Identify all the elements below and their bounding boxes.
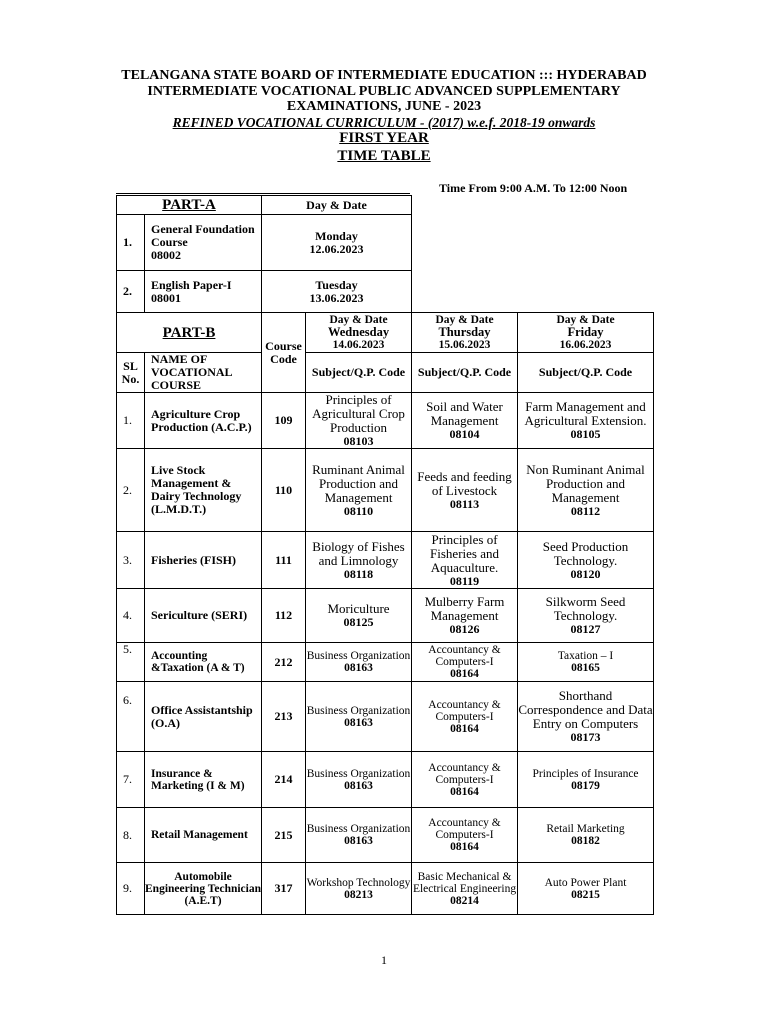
part-b-table xyxy=(116,312,654,915)
table-row xyxy=(117,808,654,863)
course-name: Sericulture (SERI) xyxy=(145,589,262,643)
subject-code-header: Subject/Q.P. Code xyxy=(306,353,412,393)
course-name: Office Assistantship (O.A) xyxy=(145,682,262,752)
sl-number: 8. xyxy=(117,808,145,863)
course-name: Fisheries (FISH) xyxy=(145,532,262,589)
course-code: 110 xyxy=(262,449,306,532)
sl-number: 9. xyxy=(117,863,145,915)
friday-subject: Farm Management and Agricultural Extension. 08105 xyxy=(518,393,654,449)
day-header-wednesday: Day & Date Wednesday 14.06.2023 xyxy=(306,313,412,353)
board-title: TELANGANA STATE BOARD OF INTERMEDIATE EDUCATION ::: HYDERABAD xyxy=(121,68,647,83)
course-code: 317 xyxy=(262,863,306,915)
table-row xyxy=(117,215,412,271)
course-code-header: Course Code xyxy=(262,313,306,393)
subject-code-header: Subject/Q.P. Code xyxy=(412,353,518,393)
course-code: 212 xyxy=(262,643,306,682)
table-row xyxy=(117,589,654,643)
sl-number: 5. xyxy=(117,643,145,682)
row-number: 1. xyxy=(117,215,145,271)
exam-title: INTERMEDIATE VOCATIONAL PUBLIC ADVANCED SUPPLEMENTARY xyxy=(147,84,621,99)
wednesday-subject: Biology of Fishes and Limnology 08118 xyxy=(306,532,412,589)
thursday-subject: Accountancy & Computers-I 08164 xyxy=(412,682,518,752)
table-row xyxy=(117,682,654,752)
wednesday-subject: Business Organization 08163 xyxy=(306,752,412,808)
table-row xyxy=(117,449,654,532)
table-row xyxy=(117,532,654,589)
friday-subject: Silkworm Seed Technology. 08127 xyxy=(518,589,654,643)
part-a-table xyxy=(116,195,412,313)
friday-subject: Retail Marketing 08182 xyxy=(518,808,654,863)
exam-session: EXAMINATIONS, JUNE - 2023 xyxy=(286,99,482,114)
thursday-subject: Accountancy & Computers-I 08164 xyxy=(412,808,518,863)
subject-cell xyxy=(145,271,262,313)
exam-day: Tuesday xyxy=(315,277,358,292)
course-name: Insurance & Marketing (I & M) xyxy=(145,752,262,808)
course-name: Retail Management xyxy=(145,808,262,863)
course-code: 214 xyxy=(262,752,306,808)
table-row xyxy=(117,393,654,449)
sl-no-header: SL No. xyxy=(117,353,145,393)
wednesday-subject: Workshop Technology 08213 xyxy=(306,863,412,915)
subject-name: General Foundation Course xyxy=(151,222,255,249)
wednesday-subject: Business Organization 08163 xyxy=(306,808,412,863)
sl-number: 3. xyxy=(117,532,145,589)
friday-subject: Auto Power Plant 08215 xyxy=(518,863,654,915)
course-code: 109 xyxy=(262,393,306,449)
day-header-thursday: Day & Date Thursday 15.06.2023 xyxy=(412,313,518,353)
time-table-heading: TIME TABLE xyxy=(337,148,431,164)
thursday-subject: Principles of Fisheries and Aquaculture. 08119 xyxy=(412,532,518,589)
curriculum-line: REFINED VOCATIONAL CURRICULUM - (2017) w.e.f. 2018-19 onwards xyxy=(172,115,596,130)
exam-date: 12.06.2023 xyxy=(309,241,364,256)
course-name: Automobile Engineering Technician (A.E.T) xyxy=(145,863,262,915)
course-name: Live Stock Management & Dairy Technology (L.M.D.T.) xyxy=(145,449,262,532)
part-b-label: PART-B xyxy=(117,313,262,353)
course-code: 111 xyxy=(262,532,306,589)
subject-name: English Paper-I xyxy=(151,277,232,292)
friday-subject: Seed Production Technology. 08120 xyxy=(518,532,654,589)
wednesday-subject: Business Organization 08163 xyxy=(306,682,412,752)
subject-code: 08001 xyxy=(151,290,181,305)
thursday-subject: Accountancy & Computers-I 08164 xyxy=(412,643,518,682)
subject-cell xyxy=(145,215,262,271)
thursday-subject: Feeds and feeding of Livestock 08113 xyxy=(412,449,518,532)
friday-subject: Non Ruminant Animal Production and Management 08112 xyxy=(518,449,654,532)
page-number: 1 xyxy=(381,953,387,967)
subject-code: 08002 xyxy=(151,248,181,262)
course-code: 112 xyxy=(262,589,306,643)
wednesday-subject: Business Organization 08163 xyxy=(306,643,412,682)
course-name: Agriculture Crop Production (A.C.P.) xyxy=(145,393,262,449)
exam-day: Monday xyxy=(315,228,358,243)
row-number: 2. xyxy=(117,271,145,313)
course-name: Accounting &Taxation (A & T) xyxy=(145,643,262,682)
course-name-header: NAME OF VOCATIONAL COURSE xyxy=(145,353,262,393)
table-row xyxy=(117,271,412,313)
thursday-subject: Mulberry Farm Management 08126 xyxy=(412,589,518,643)
wednesday-subject: Moriculture 08125 xyxy=(306,589,412,643)
course-code: 215 xyxy=(262,808,306,863)
year-heading: FIRST YEAR xyxy=(339,130,429,146)
table-row xyxy=(117,863,654,915)
course-code: 213 xyxy=(262,682,306,752)
subject-code-header: Subject/Q.P. Code xyxy=(518,353,654,393)
sl-number: 4. xyxy=(117,589,145,643)
exam-date: 13.06.2023 xyxy=(309,290,364,305)
friday-subject: Taxation – I 08165 xyxy=(518,643,654,682)
wednesday-subject: Principles of Agricultural Crop Production 08103 xyxy=(306,393,412,449)
exam-date-cell xyxy=(262,215,412,271)
exam-time: Time From 9:00 A.M. To 12:00 Noon xyxy=(439,181,628,195)
sl-number: 6. xyxy=(117,682,145,752)
part-a-day-date-header: Day & Date xyxy=(262,196,412,215)
table-row xyxy=(117,752,654,808)
sl-number: 1. xyxy=(117,393,145,449)
thursday-subject: Accountancy & Computers-I 08164 xyxy=(412,752,518,808)
thursday-subject: Basic Mechanical & Electrical Engineering 08214 xyxy=(412,863,518,915)
sl-number: 7. xyxy=(117,752,145,808)
sl-number: 2. xyxy=(117,449,145,532)
friday-subject: Shorthand Correspondence and Data Entry on Computers 08173 xyxy=(518,682,654,752)
exam-date-cell xyxy=(262,271,412,313)
day-header-friday: Day & Date Friday 16.06.2023 xyxy=(518,313,654,353)
part-a-label: PART-A xyxy=(117,196,262,215)
friday-subject: Principles of Insurance 08179 xyxy=(518,752,654,808)
table-row xyxy=(117,643,654,682)
wednesday-subject: Ruminant Animal Production and Management 08110 xyxy=(306,449,412,532)
divider xyxy=(116,193,410,194)
thursday-subject: Soil and Water Management 08104 xyxy=(412,393,518,449)
